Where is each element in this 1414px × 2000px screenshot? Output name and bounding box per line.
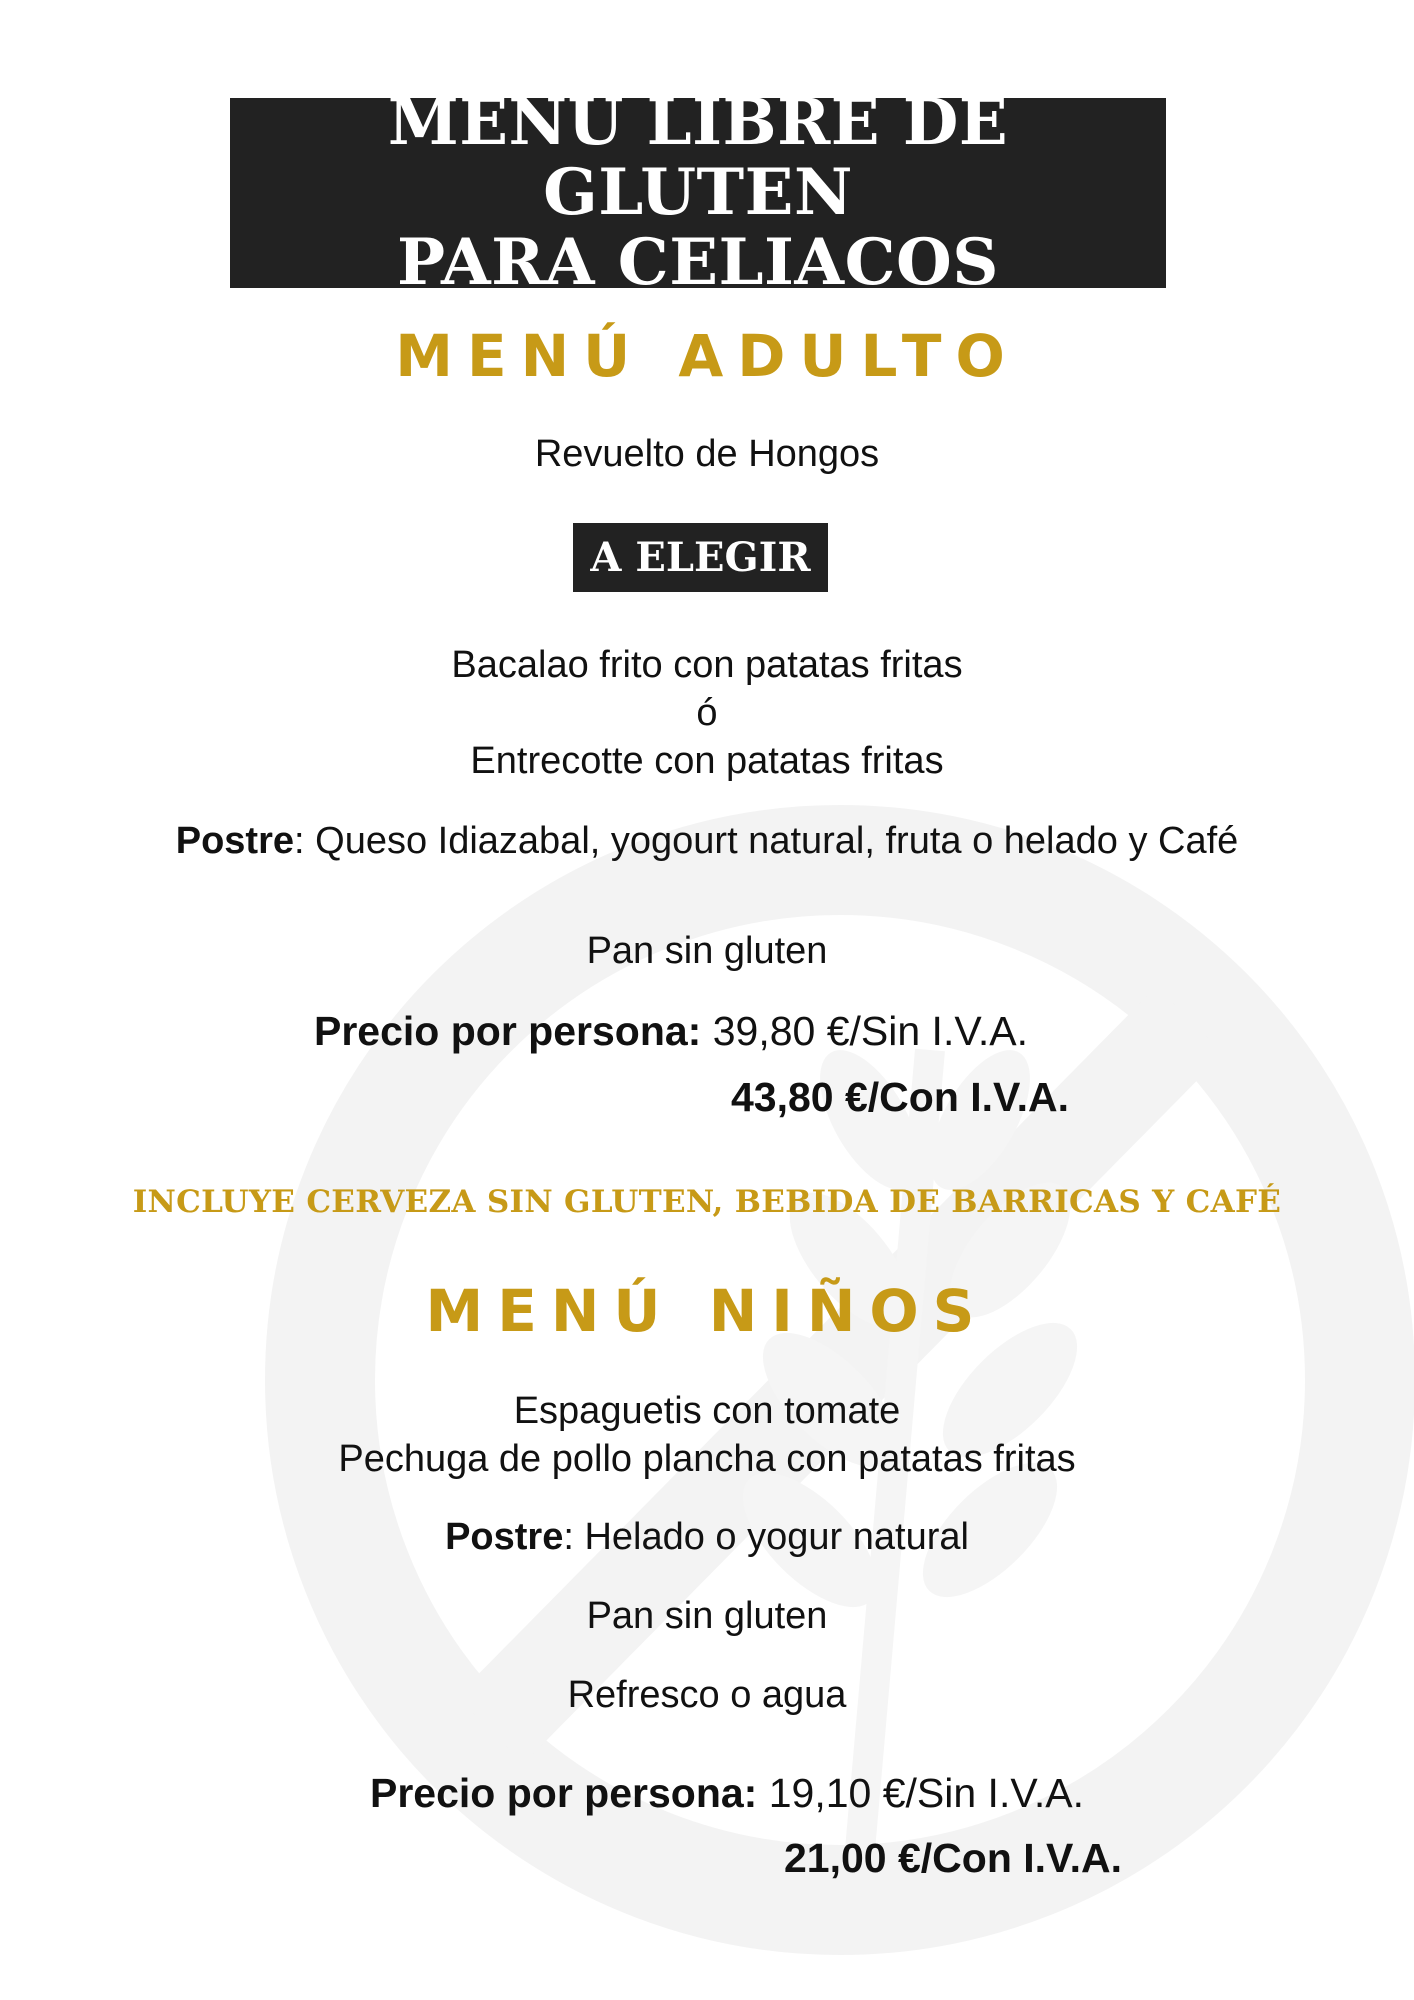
adult-bread: Pan sin gluten bbox=[586, 930, 828, 972]
adult-price-line bbox=[314, 1006, 1028, 1056]
adult-price-with-vat: 43,80 €/Con I.V.A. bbox=[731, 1074, 1070, 1120]
adult-dessert-text: : Queso Idiazabal, yogourt natural, fruta o helado y Café bbox=[294, 820, 1239, 862]
adult-option-separator: ó bbox=[696, 692, 718, 734]
adult-includes-note: INCLUYE CERVEZA SIN GLUTEN, BEBIDA DE BARRICAS Y CAFÉ bbox=[132, 1184, 1282, 1220]
kids-dessert bbox=[0, 1513, 1414, 1561]
kids-price-line bbox=[370, 1768, 1084, 1818]
adult-price-label: Precio por persona: bbox=[314, 1008, 702, 1054]
adult-option-2: Entrecotte con patatas fritas bbox=[470, 740, 944, 782]
adult-dessert-label: Postre bbox=[175, 820, 295, 862]
kids-item-1: Espaguetis con tomate bbox=[513, 1390, 901, 1432]
kids-price-without-vat: 19,10 €/Sin I.V.A. bbox=[757, 1770, 1085, 1816]
menu-title-line2: PARA CELIACOS bbox=[397, 225, 999, 300]
adult-dessert bbox=[0, 817, 1414, 865]
adult-menu-heading: MENÚ ADULTO bbox=[395, 322, 1019, 390]
kids-menu-heading: MENÚ NIÑOS bbox=[425, 1277, 989, 1345]
kids-drink: Refresco o agua bbox=[567, 1674, 847, 1716]
adult-option-1: Bacalao frito con patatas fritas bbox=[451, 644, 963, 686]
choice-label-box: A ELEGIR bbox=[573, 523, 828, 592]
menu-title-box bbox=[230, 85, 1166, 300]
kids-price-with-vat: 21,00 €/Con I.V.A. bbox=[784, 1835, 1123, 1881]
kids-bread: Pan sin gluten bbox=[586, 1595, 828, 1637]
menu-title-line1: MENU LIBRE DE GLUTEN bbox=[387, 85, 1009, 230]
kids-item-2: Pechuga de pollo plancha con patatas fritas bbox=[338, 1438, 1076, 1480]
adult-price-without-vat: 39,80 €/Sin I.V.A. bbox=[701, 1008, 1029, 1054]
kids-dessert-label: Postre bbox=[445, 1516, 564, 1558]
adult-starter: Revuelto de Hongos bbox=[534, 433, 880, 475]
kids-dessert-text: : Helado o yogur natural bbox=[563, 1516, 969, 1558]
kids-price-label: Precio por persona: bbox=[370, 1770, 758, 1816]
